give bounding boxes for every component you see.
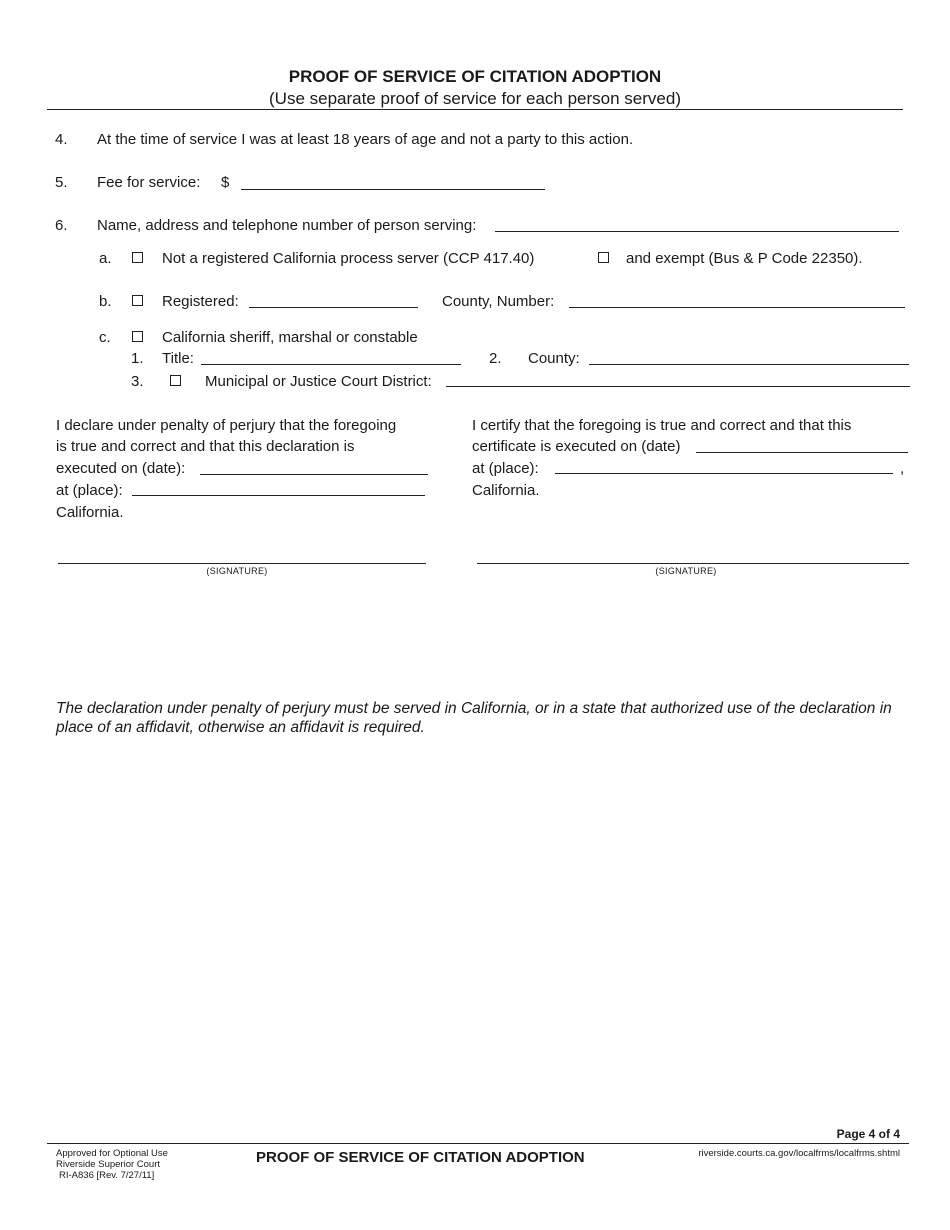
county-field[interactable] [589, 364, 909, 365]
left-place-field[interactable] [132, 495, 425, 496]
declaration-left-line1: I declare under penalty of perjury that the foregoing [56, 417, 397, 434]
declaration-right-line1: I certify that the foregoing is true and correct and that this [472, 417, 852, 434]
right-state: California. [472, 482, 540, 499]
item-4-number: 4. [55, 131, 68, 148]
left-date-label: executed on (date): [56, 460, 186, 477]
exempt-label: and exempt (Bus & P Code 22350). [626, 250, 863, 267]
right-place-label: at (place): [472, 460, 539, 477]
sheriff-checkbox[interactable] [132, 331, 143, 342]
right-place-field[interactable] [555, 473, 893, 474]
district-number: 3. [131, 373, 144, 390]
footer-rule [47, 1143, 909, 1144]
not-registered-checkbox[interactable] [132, 252, 143, 263]
footer-form-id: RI-A836 [Rev. 7/27/11] [59, 1170, 155, 1181]
title-field[interactable] [201, 364, 461, 365]
person-serving-field[interactable] [495, 231, 899, 232]
right-signature-label: (SIGNATURE) [655, 566, 717, 576]
page-subtitle: (Use separate proof of service for each person served) [269, 89, 681, 108]
registered-checkbox[interactable] [132, 295, 143, 306]
left-date-field[interactable] [200, 474, 428, 475]
registered-label: Registered: [162, 293, 239, 310]
item-6-number: 6. [55, 217, 68, 234]
page-title: PROOF OF SERVICE OF CITATION ADOPTION [288, 67, 662, 86]
county-number-label: County, Number: [442, 293, 555, 310]
left-place-label: at (place): [56, 482, 123, 499]
footer-url[interactable]: riverside.courts.ca.gov/localfrms/localfrms.shtml [698, 1148, 900, 1159]
registered-field[interactable] [249, 307, 418, 308]
left-signature-label: (SIGNATURE) [206, 566, 268, 576]
county-number-marker: 2. [489, 350, 502, 367]
item-5-number: 5. [55, 174, 68, 191]
left-state: California. [56, 504, 124, 521]
header-rule [47, 109, 903, 110]
right-place-comma: , [900, 460, 905, 477]
item-6a-letter: a. [99, 250, 112, 267]
district-checkbox[interactable] [170, 375, 181, 386]
affidavit-notice: The declaration under penalty of perjury must be served in California, or in a state that authorized use of the declaration in place of an affidavit, otherwise an affidavit is required. [56, 700, 892, 736]
footer-title: PROOF OF SERVICE OF CITATION ADOPTION [256, 1149, 585, 1166]
item-6b-letter: b. [99, 293, 112, 310]
declaration-left-line2: is true and correct and that this declaration is [56, 438, 355, 455]
person-serving-label: Name, address and telephone number of person serving: [97, 217, 477, 234]
district-label: Municipal or Justice Court District: [205, 373, 432, 390]
county-label: County: [528, 350, 580, 367]
currency-symbol: $ [221, 174, 230, 191]
right-date-field[interactable] [696, 452, 908, 453]
title-number: 1. [131, 350, 144, 367]
county-number-field[interactable] [569, 307, 905, 308]
left-signature-line[interactable] [58, 563, 426, 564]
fee-label: Fee for service: [97, 174, 201, 191]
exempt-checkbox[interactable] [598, 252, 609, 263]
footer-approved: Approved for Optional Use [56, 1148, 168, 1159]
item-6c-letter: c. [99, 329, 111, 346]
sheriff-label: California sheriff, marshal or constable [162, 329, 418, 346]
footer-court: Riverside Superior Court [56, 1159, 161, 1170]
fee-field[interactable] [241, 189, 545, 190]
not-registered-label: Not a registered California process server (CCP 417.40) [162, 250, 535, 267]
title-label: Title: [162, 350, 194, 367]
item-4-text: At the time of service I was at least 18 years of age and not a party to this action. [97, 131, 634, 148]
district-field[interactable] [446, 386, 910, 387]
right-date-label: certificate is executed on (date) [472, 438, 681, 455]
right-signature-line[interactable] [477, 563, 909, 564]
page-number: Page 4 of 4 [836, 1127, 900, 1141]
